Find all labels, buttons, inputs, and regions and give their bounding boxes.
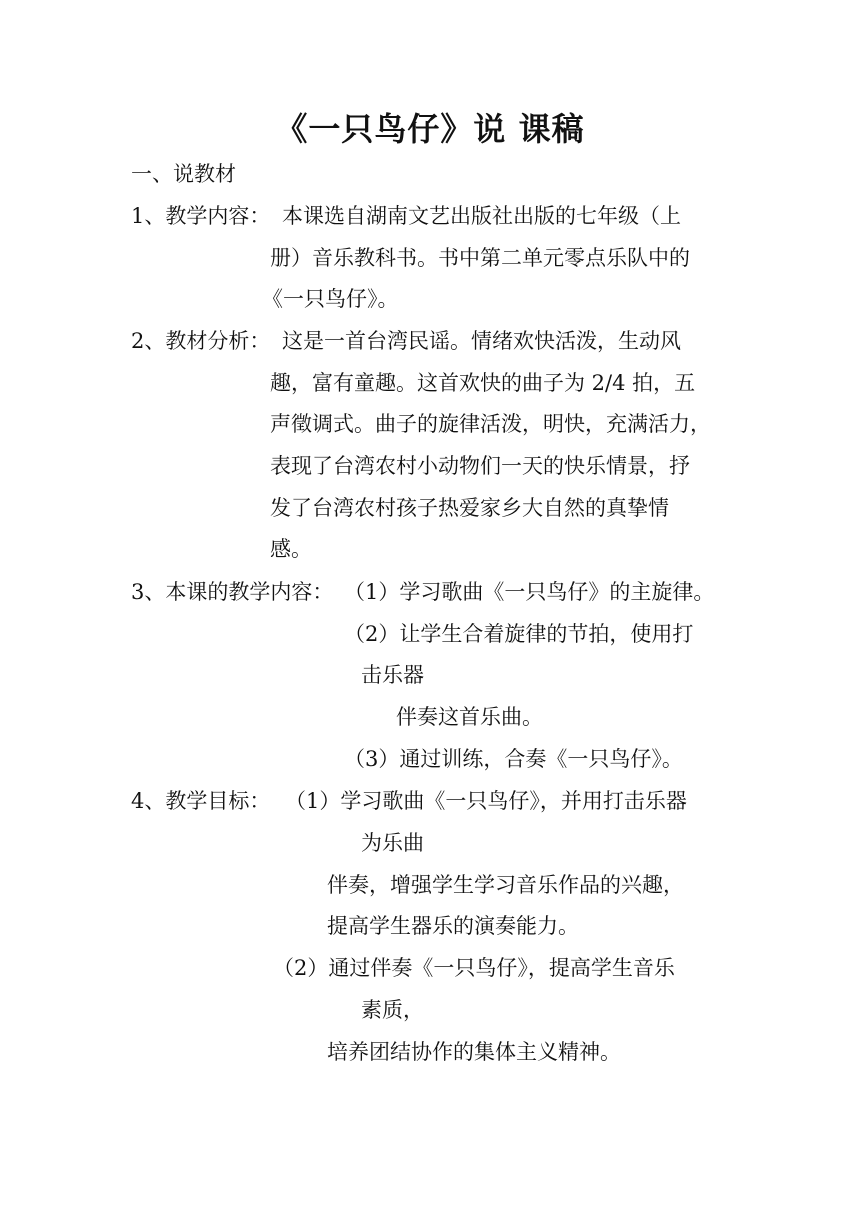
item4-line-1: （1）学习歌曲《一只鸟仔》，并用打击乐器: [285, 789, 687, 813]
item3-line-1: （1）学习歌曲《一只鸟仔》的主旋律。: [344, 580, 715, 604]
item2-line-3: 声徵调式。曲子的旋律活泼，明快，充满活力，: [270, 412, 711, 436]
item4-line-4: 提高学生器乐的演奏能力。: [327, 914, 579, 938]
item3-line-5: （3）通过训练，合奏《一只鸟仔》。: [344, 747, 683, 771]
section-heading: 一、说教材: [131, 162, 236, 186]
item2-line-4: 表现了台湾农村小动物们一天的快乐情景，抒: [270, 454, 690, 478]
item2-line-6: 感。: [270, 537, 312, 561]
item2-line-5: 发了台湾农村孩子热爱家乡大自然的真挚情: [270, 496, 669, 520]
item3-line-2: （2）让学生合着旋律的节拍，使用打: [344, 622, 694, 646]
item2-line-2: 趣，富有童趣。这首欢快的曲子为 2/4 拍，五: [270, 371, 696, 395]
item1-line-3: 《一只鸟仔》。: [262, 287, 399, 311]
item4-line-7: 培养团结协作的集体主义精神。: [327, 1040, 621, 1064]
item4-line-3: 伴奏，增强学生学习音乐作品的兴趣，: [327, 873, 684, 897]
document-title: 《一只鸟仔》说 课稿: [275, 110, 585, 148]
item4-line-5: （2）通过伴奏《一只鸟仔》，提高学生音乐: [273, 956, 675, 980]
item2-line-1: 这是一首台湾民谣。情绪欢快活泼，生动风: [282, 329, 681, 353]
item1-line-2: 册）音乐教科书。书中第二单元零点乐队中的: [270, 246, 690, 270]
item4-label: 4、教学目标：: [131, 789, 271, 813]
item3-label: 3、本课的教学内容：: [131, 580, 334, 604]
item3-line-3: 击乐器: [361, 663, 424, 687]
item4-line-2: 为乐曲: [361, 831, 424, 855]
item4-line-6: 素质，: [361, 998, 424, 1022]
item3-line-4: 伴奏这首乐曲。: [396, 705, 543, 729]
item1-label: 1、教学内容：: [131, 204, 271, 228]
item1-line-1: 本课选自湖南文艺出版社出版的七年级（上: [282, 204, 681, 228]
item2-label: 2、教材分析：: [131, 329, 271, 353]
